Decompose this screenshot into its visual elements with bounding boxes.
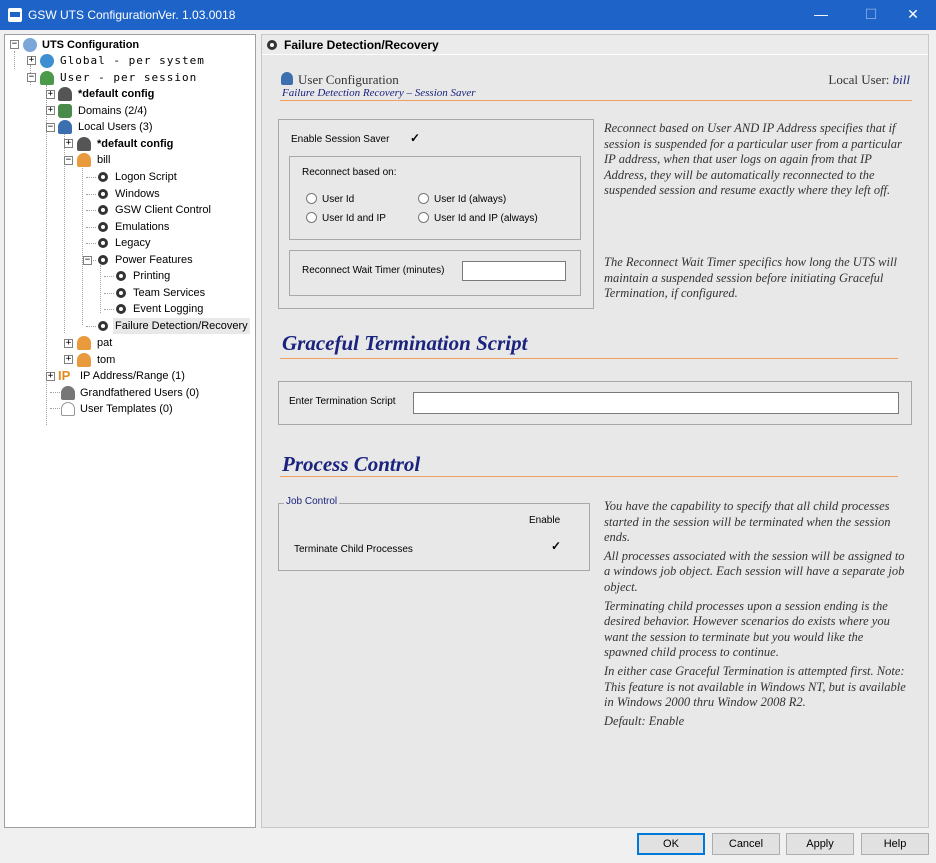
tree-item-power-features[interactable]	[115, 252, 193, 268]
window-title: GSW UTS Configuration	[28, 8, 159, 22]
users-icon	[40, 71, 54, 85]
tree-line	[86, 210, 96, 211]
tree-line	[50, 408, 60, 409]
wait-timer-group	[289, 250, 581, 296]
tree-item-uts-configuration[interactable]	[42, 37, 139, 53]
gear-icon	[98, 205, 108, 215]
process-desc-paragraph: Terminating child processes upon a session ending is the desired behavior. However scenarios do exists where you want the session to terminate but you would like the spawned child process to continue.	[604, 598, 890, 660]
maximize-button[interactable]: ☐	[864, 6, 878, 22]
expand-icon[interactable]: +	[28, 55, 35, 65]
panel-header-title: Failure Detection/Recovery	[284, 38, 439, 52]
tree-line	[104, 276, 114, 277]
template-icon	[61, 402, 75, 416]
tree-item-global[interactable]	[60, 53, 205, 69]
wait-timer-input[interactable]	[462, 261, 566, 281]
wait-timer-label: Reconnect Wait Timer (minutes)	[302, 265, 445, 276]
tree-item-grandfathered[interactable]	[80, 385, 199, 401]
terminate-child-checkbox[interactable]: ✓	[550, 539, 562, 553]
tree-item-label: Failure Detection/Recovery	[115, 320, 248, 332]
user-icon	[77, 153, 91, 167]
apply-button[interactable]: Apply	[786, 833, 854, 855]
termination-script-group	[278, 381, 912, 425]
job-control-group	[278, 503, 590, 571]
gear-icon	[98, 189, 108, 199]
tree-item-label: tom	[97, 354, 116, 366]
local-user	[828, 72, 910, 88]
tree-line	[50, 392, 60, 393]
tree-item-label: UTS Configuration	[42, 39, 140, 51]
tree-item-user-templates[interactable]	[80, 401, 173, 417]
minimize-button[interactable]: —	[814, 6, 828, 22]
tree-item-gsw-client-control[interactable]	[115, 202, 211, 218]
radio-user-id-ip-always[interactable]	[418, 212, 429, 223]
tree-item-label: Event Logging	[133, 303, 204, 315]
tree-item-label: Grandfathered Users (0)	[80, 387, 200, 399]
tree-item-failure-detection[interactable]	[113, 318, 250, 334]
user-icon	[77, 336, 91, 350]
radio-user-id-ip-always-label: User Id and IP (always)	[434, 213, 538, 224]
tree-item-bill[interactable]	[97, 152, 110, 168]
radio-user-id[interactable]	[306, 193, 317, 204]
gear-icon	[267, 40, 277, 50]
session-saver-group	[278, 119, 594, 309]
process-desc-paragraph: You have the capability to specify that all child processes started in the session will be terminated when the session ends.	[604, 499, 891, 545]
tree-item-label: Global - per system	[60, 54, 205, 67]
collapse-icon[interactable]: −	[47, 122, 54, 132]
tree-item-windows[interactable]	[115, 186, 160, 202]
enable-column-header: Enable	[529, 515, 561, 526]
gear-icon	[116, 271, 126, 281]
tree-line	[104, 309, 114, 310]
tree-item-local-users[interactable]	[78, 119, 153, 135]
tree-item-tom[interactable]	[97, 352, 115, 368]
process-desc-paragraph: All processes associated with the session will be assigned to a windows job object. Each session will have a separate job object.	[604, 548, 905, 594]
enable-session-saver-label: Enable Session Saver	[291, 134, 390, 145]
divider	[280, 100, 912, 101]
tree-item-team-services[interactable]	[133, 285, 205, 301]
collapse-icon[interactable]: −	[11, 39, 18, 49]
tree-line	[86, 243, 96, 244]
tree-line	[86, 326, 96, 327]
radio-user-id-always-label: User Id (always)	[434, 194, 507, 205]
tree-item-label: Legacy	[115, 237, 151, 249]
local-users-icon	[58, 120, 72, 134]
ok-button[interactable]: OK	[637, 833, 705, 855]
gear-icon	[116, 304, 126, 314]
radio-user-id-ip-label: User Id and IP	[322, 213, 386, 224]
gear-icon	[116, 288, 126, 298]
gear-icon	[98, 172, 108, 182]
cancel-button[interactable]: Cancel	[712, 833, 780, 855]
local-user-name: bill	[892, 72, 910, 87]
terminate-child-label: Terminate Child Processes	[294, 544, 413, 555]
tree-line	[100, 265, 101, 313]
app-icon	[8, 8, 22, 22]
expand-icon[interactable]: +	[65, 338, 72, 348]
tree-line	[104, 293, 114, 294]
tree-item-label: Printing	[133, 270, 171, 282]
tree-item-label: Power Features	[115, 254, 193, 266]
tree-item-default-config[interactable]	[78, 86, 154, 102]
gear-icon	[98, 238, 108, 248]
tree-line	[86, 194, 96, 195]
grandfathered-icon	[61, 386, 75, 400]
expand-icon[interactable]: +	[65, 138, 72, 148]
expand-icon[interactable]: +	[47, 89, 54, 99]
tree-item-label: Domains (2/4)	[78, 105, 148, 117]
tree-line	[82, 165, 83, 325]
tree-item-label: bill	[97, 154, 111, 166]
job-control-legend: Job Control	[286, 496, 338, 507]
tree-item-user[interactable]	[60, 70, 197, 86]
graceful-termination-title: Graceful Termination Script	[282, 331, 528, 355]
tree-item-printing[interactable]	[133, 268, 170, 284]
domain-icon	[58, 104, 72, 118]
ip-icon: IP	[58, 368, 71, 383]
tree-item-label: *default config	[97, 138, 174, 150]
termination-script-label: Enter Termination Script	[289, 396, 396, 407]
tree-item-logon-script[interactable]	[115, 169, 177, 185]
config-title: User Configuration	[298, 72, 399, 87]
divider	[280, 358, 898, 359]
tree-item-label: Logon Script	[115, 171, 177, 183]
tree-item-default-config[interactable]	[97, 136, 173, 152]
radio-user-id-ip[interactable]	[306, 212, 317, 223]
tree-item-label: Emulations	[115, 221, 170, 233]
tree-item-label: GSW Client Control	[115, 204, 211, 216]
expand-icon[interactable]: +	[47, 371, 54, 381]
tree-item-legacy[interactable]	[115, 235, 150, 251]
timer-description: The Reconnect Wait Timer specifics how long the UTS will maintain a suspended session before initiating Graceful Termination, if configured.	[604, 255, 897, 301]
radio-user-id-label: User Id	[322, 194, 355, 205]
process-control-title: Process Control	[282, 452, 421, 476]
config-icon	[23, 38, 37, 52]
reconnect-label: Reconnect based on:	[302, 167, 397, 178]
tree-item-pat[interactable]	[97, 335, 112, 351]
tree-item-domains[interactable]	[78, 103, 147, 119]
title-bar	[0, 0, 936, 30]
local-user-label: Local User:	[828, 72, 890, 87]
user-config-icon	[281, 72, 293, 85]
gear-icon	[98, 222, 108, 232]
divider	[280, 476, 898, 477]
process-desc-paragraph: In either case Graceful Termination is attempted first. Note: This feature is not available in Windows NT, but is available in Windows 2000 thru Window 2008 R2.	[604, 663, 906, 710]
tree-item-label: *default config	[78, 88, 155, 100]
radio-user-id-always[interactable]	[418, 193, 429, 204]
reconnect-description: Reconnect based on User AND IP Address specifies that if session is suspended for a particular user from a particular IP address, when that user logs on again from that IP Address, they will be automatically reconnected to the suspended session and resume exactly where they left off.	[604, 121, 902, 198]
tree-item-label: IP Address/Range (1)	[80, 370, 185, 382]
collapse-icon[interactable]: −	[28, 72, 35, 82]
gear-icon	[98, 321, 108, 331]
expand-icon[interactable]: +	[47, 105, 54, 115]
tree-item-label: User Templates (0)	[80, 403, 173, 415]
tree-line	[14, 51, 15, 69]
close-button[interactable]: ✕	[907, 6, 919, 22]
help-button[interactable]: Help	[861, 833, 929, 855]
expand-icon[interactable]: +	[65, 354, 72, 364]
tree-item-ip-range[interactable]	[80, 368, 185, 384]
tree-line	[86, 227, 96, 228]
tree-item-label: pat	[97, 337, 113, 349]
tree-item-label: User - per session	[60, 71, 198, 84]
tree-item-label: Local Users (3)	[78, 121, 153, 133]
config-tree[interactable]	[4, 34, 256, 828]
tree-line	[86, 177, 96, 178]
tree-item-emulations[interactable]	[115, 219, 169, 235]
enable-session-saver-checkbox[interactable]: ✓	[409, 131, 421, 145]
tree-item-label: Windows	[115, 188, 160, 200]
globe-icon	[40, 54, 54, 68]
config-subtitle: Failure Detection Recovery – Session Saver	[282, 87, 476, 99]
user-default-icon	[77, 137, 91, 151]
reconnect-group	[289, 156, 581, 240]
window-version: Ver. 1.03.0018	[158, 8, 236, 22]
user-icon	[77, 353, 91, 367]
settings-panel	[261, 34, 929, 828]
gear-icon	[98, 255, 108, 265]
tree-item-event-logging[interactable]	[133, 301, 203, 317]
process-desc-default: Default: Enable	[604, 713, 685, 728]
termination-script-input[interactable]	[413, 392, 899, 414]
tree-item-label: Team Services	[133, 287, 206, 299]
user-default-icon	[58, 87, 72, 101]
collapse-icon[interactable]: −	[65, 155, 72, 165]
collapse-icon[interactable]: −	[84, 255, 91, 265]
panel-header	[262, 35, 929, 55]
process-description	[604, 499, 910, 729]
